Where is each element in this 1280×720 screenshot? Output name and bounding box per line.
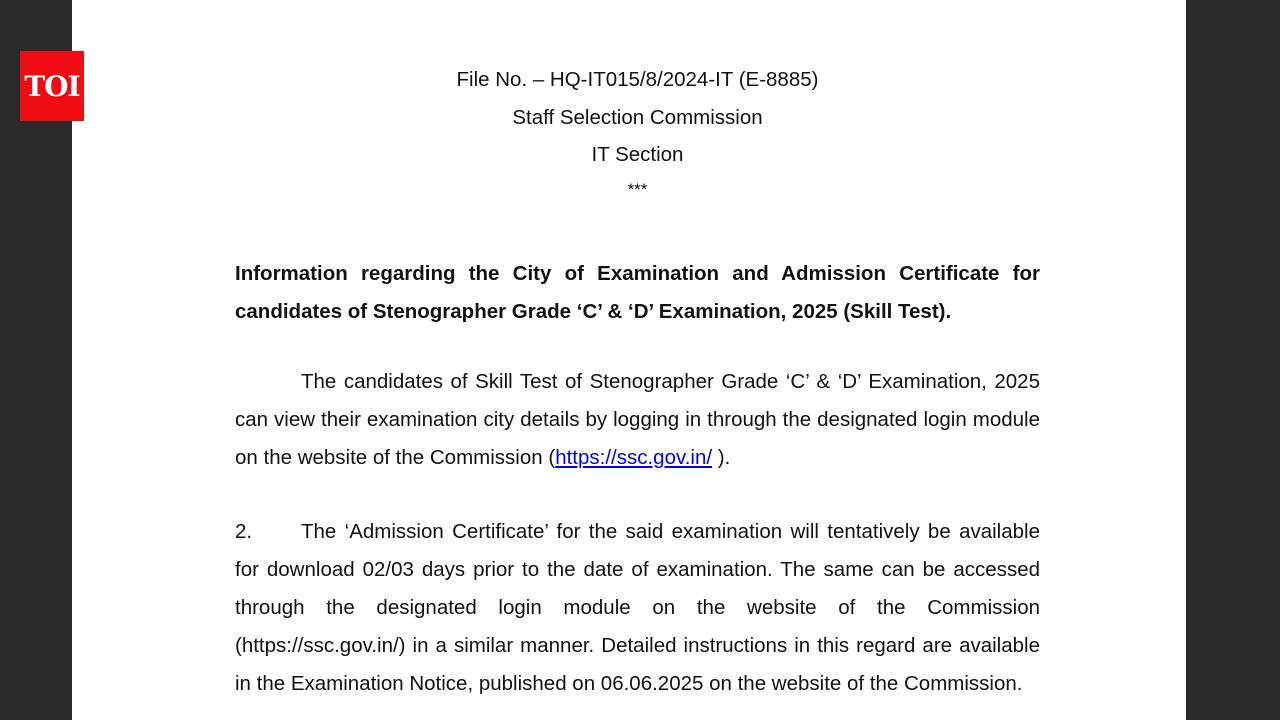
paragraph-1-text: The candidates of Skill Test of Stenographer Grade ‘C’ & ‘D’ Examination, 2025 can view their examination city details by logging in through the designated login module on the website of the Commission (: [235, 370, 1040, 469]
logo-text: TOI: [24, 69, 80, 103]
section-name: IT Section: [591, 143, 684, 166]
toi-logo: [20, 51, 84, 121]
paragraph-1-closing: ).: [712, 446, 731, 469]
ssc-website-link[interactable]: https://ssc.gov.in/: [555, 446, 713, 469]
organization-name: Staff Selection Commission: [512, 106, 763, 129]
file-number: File No. – HQ-IT015/8/2024-IT (E-8885): [456, 68, 819, 91]
paragraph-2-text: The ‘Admission Certificate’ for the said examination will tentatively be available for download 02/03 days prior to the date of examination. The same can be accessed through the designated login module on the website of the Commission (https://ssc.gov.in/) in a similar manner. Detailed instructions in this regard are available in the Examination Notice, published on 06.06.2025 on the website of the Commission.: [235, 520, 1040, 695]
paragraph-number: 2.: [235, 520, 253, 543]
document-page[interactable]: [72, 0, 1186, 720]
notice-title: Information regarding the City of Examination and Admission Certificate for candidates of Stenographer Grade ‘C’ & ‘D’ Examination, 2025 (Skill Test).: [235, 262, 1040, 323]
paragraph-1: [235, 363, 1040, 477]
header-separator: ***: [627, 180, 648, 199]
paragraph-2: [235, 513, 1040, 703]
